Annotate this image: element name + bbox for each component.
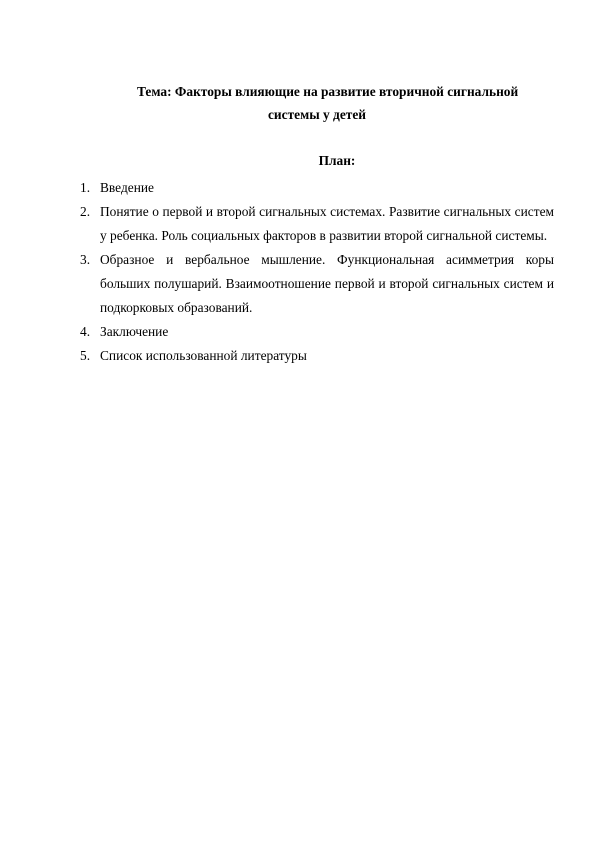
plan-item-number: 3.: [80, 252, 91, 267]
plan-item-number: 2.: [80, 204, 91, 219]
plan-item-text: Список использованной литературы: [100, 348, 307, 363]
plan-item-number: 5.: [80, 348, 91, 363]
plan-item-1: [80, 176, 554, 200]
plan-item-text: Введение: [100, 180, 154, 195]
plan-item-3: [80, 248, 554, 320]
document-title-line-1: Тема: Факторы влияющие на развитие вторичной сигнальной: [137, 84, 519, 99]
plan-heading: План:: [318, 153, 356, 168]
plan-list: [80, 176, 554, 368]
plan-item-4: [80, 320, 554, 344]
plan-item-2: [80, 200, 554, 248]
plan-item-text: Заключение: [100, 324, 169, 339]
document-title-line-2: системы у детей: [267, 107, 367, 122]
plan-item-5: [80, 344, 554, 368]
plan-item-number: 1.: [80, 180, 91, 195]
plan-item-text: Понятие о первой и второй сигнальных системах. Развитие сигнальных систем у ребенка. Роль социальных факторов в развитии второй сигнальной системы.: [100, 204, 554, 243]
plan-item-text: Образное и вербальное мышление. Функциональная асимметрия коры больших полушарий. Взаимоотношение первой и второй сигнальных систем и подкорковых образований.: [100, 252, 554, 315]
plan-item-number: 4.: [80, 324, 91, 339]
